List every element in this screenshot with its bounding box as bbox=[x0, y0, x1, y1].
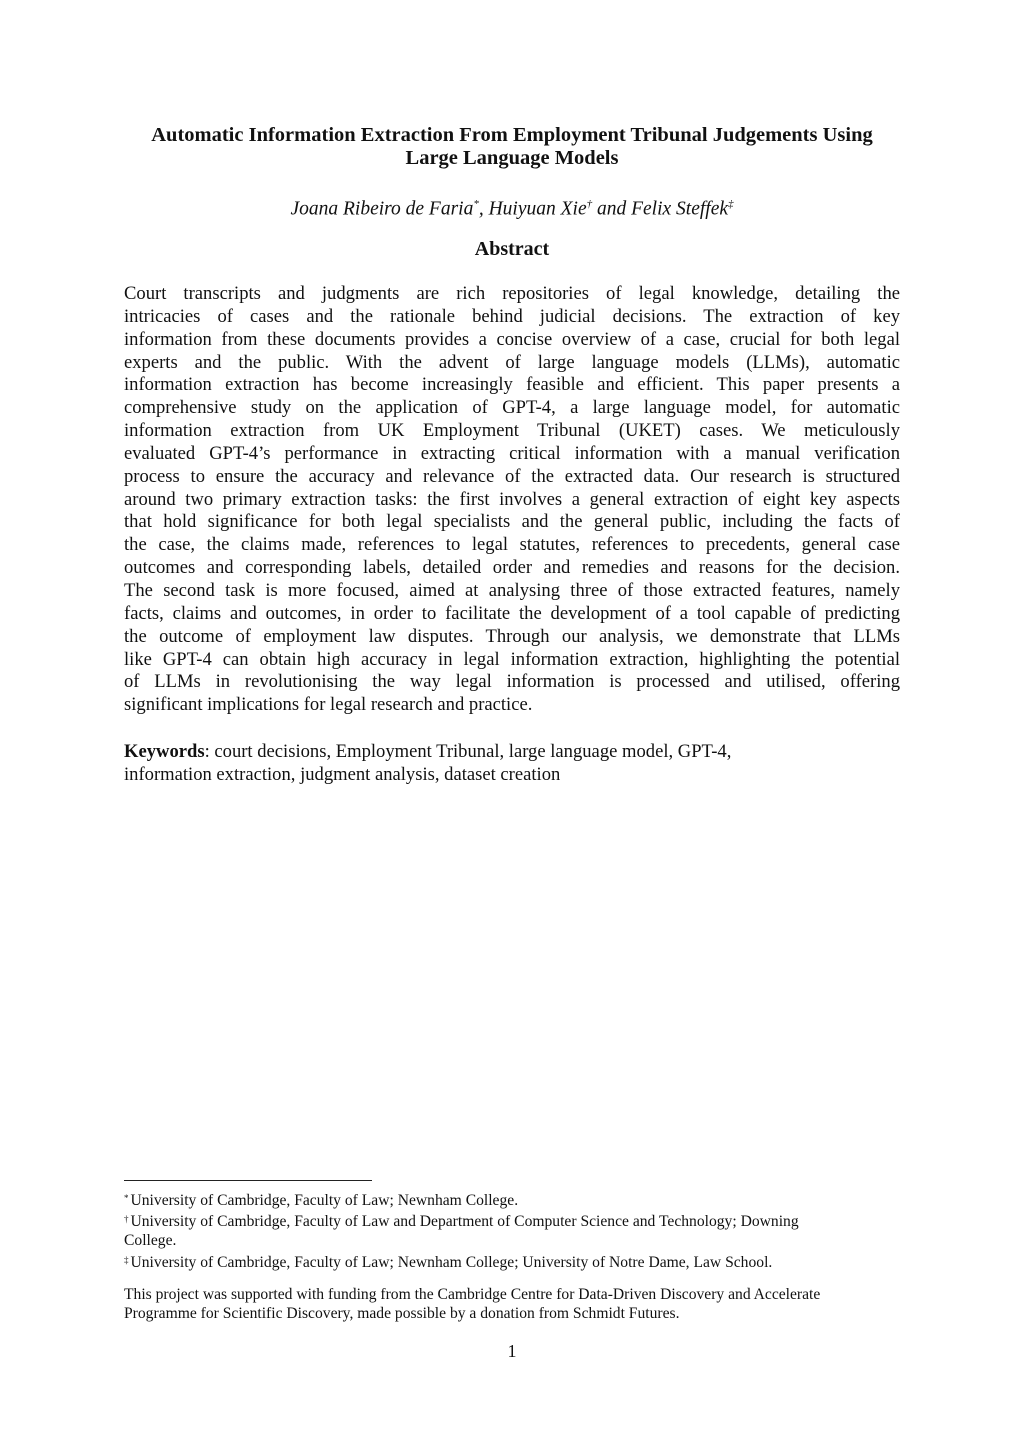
abstract-line: process to ensure the accuracy and relevance of the extracted data. Our research is structured bbox=[124, 465, 900, 487]
footnote-mark: * bbox=[124, 1193, 129, 1203]
abstract-line: intricacies of cases and the rationale behind judicial decisions. The extraction of key bbox=[124, 305, 900, 327]
abstract-line: that hold significance for both legal specialists and the general public, including the facts of bbox=[124, 511, 900, 533]
abstract-body bbox=[124, 283, 900, 717]
keywords-text: information extraction, judgment analysis, dataset creation bbox=[124, 764, 561, 785]
footnote-text: University of Cambridge, Faculty of Law; Newnham College. bbox=[130, 1192, 519, 1209]
footnote bbox=[124, 1189, 900, 1210]
author-affiliation-mark: * bbox=[473, 198, 479, 210]
abstract-line: experts and the public. With the advent of large language models (LLMs), automatic bbox=[124, 351, 900, 373]
author-list bbox=[100, 193, 924, 221]
abstract-line: Court transcripts and judgments are rich repositories of legal knowledge, detailing the bbox=[124, 283, 900, 304]
footnote-text: College. bbox=[124, 1232, 177, 1250]
author-name: Huiyuan Xie bbox=[488, 198, 587, 220]
abstract-line: the case, the claims made, references to legal statutes, references to precedents, general case bbox=[124, 534, 900, 556]
footnote bbox=[124, 1251, 900, 1272]
abstract-line: information extraction has become increasingly feasible and efficient. This paper presents a bbox=[124, 374, 900, 396]
abstract-line: comprehensive study on the application of GPT-4, a large language model, for automatic bbox=[124, 397, 900, 419]
keywords-text: : court decisions, Employment Tribunal, large language model, GPT-4, bbox=[204, 741, 732, 762]
abstract-heading: Abstract bbox=[474, 238, 550, 260]
author-affiliation-mark: † bbox=[586, 198, 593, 210]
abstract-line: evaluated GPT-4’s performance in extracting critical information with a manual verification bbox=[124, 442, 900, 464]
abstract-line: information from these documents provides a concise overview of a case, crucial for both legal bbox=[124, 328, 900, 350]
footnote bbox=[124, 1210, 900, 1250]
abstract-line: information extraction from UK Employment Tribunal (UKET) cases. We meticulously bbox=[124, 420, 900, 442]
keywords bbox=[124, 740, 900, 786]
abstract-line: the outcome of employment law disputes. Through our analysis, we demonstrate that LLMs bbox=[124, 625, 900, 647]
abstract-line: significant implications for legal research and practice. bbox=[124, 694, 533, 716]
title-line: Large Language Models bbox=[405, 147, 619, 169]
funding-line: Programme for Scientific Discovery, made possible by a donation from Schmidt Futures. bbox=[124, 1305, 680, 1323]
paper-title bbox=[100, 124, 924, 170]
page-number: 1 bbox=[507, 1341, 517, 1361]
abstract-line: around two primary extraction tasks: the first involves a general extraction of eight key aspects bbox=[124, 488, 900, 510]
footnote-mark: ‡ bbox=[124, 1254, 129, 1265]
author-affiliation-mark: ‡ bbox=[728, 198, 734, 210]
footnote-text: University of Cambridge, Faculty of Law; Newnham College; University of Notre Dame, Law School. bbox=[130, 1253, 773, 1271]
author-name: Felix Steffek bbox=[631, 198, 729, 220]
keywords-label: Keywords bbox=[124, 741, 205, 762]
author-separator: and bbox=[592, 198, 632, 220]
footnotes bbox=[124, 1189, 900, 1272]
title-line: Automatic Information Extraction From Employment Tribunal Judgements Using bbox=[151, 124, 873, 146]
abstract-line: facts, claims and outcomes, in order to facilitate the development of a tool capable of predicting bbox=[124, 602, 900, 624]
abstract-line: like GPT-4 can obtain high accuracy in legal information extraction, highlighting the potential bbox=[124, 648, 900, 670]
footnote-mark: † bbox=[124, 1214, 129, 1225]
abstract-line: outcomes and corresponding labels, detailed order and remedies and reasons for the decision. bbox=[124, 557, 900, 579]
author-separator: , bbox=[478, 198, 489, 220]
footnote-text: University of Cambridge, Faculty of Law and Department of Computer Science and Technology; Downing bbox=[130, 1213, 799, 1231]
funding-note bbox=[124, 1285, 900, 1323]
abstract-line: The second task is more focused, aimed at analysing three of those extracted features, namely bbox=[124, 579, 900, 601]
author-name: Joana Ribeiro de Faria bbox=[290, 198, 474, 220]
funding-line: This project was supported with funding from the Cambridge Centre for Data-Driven Discovery and Accelerate bbox=[124, 1286, 821, 1303]
abstract-line: of LLMs in revolutionising the way legal information is processed and utilised, offering bbox=[124, 671, 900, 693]
footnote-rule bbox=[124, 1180, 372, 1181]
